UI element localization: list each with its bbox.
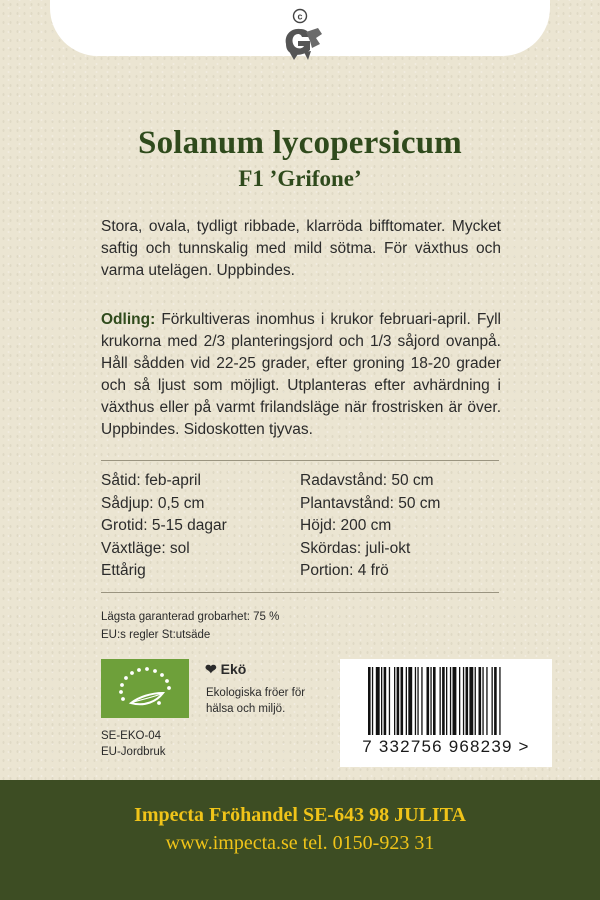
- cultivation-text: Förkultiveras inomhus i krukor februari-april. Fyll krukorna med 2/3 planteringsjord och 1/3 såjord ovanpå. Håll sådden vid 22-25 grader, efter groning 18-20 grader och så ljust som möjligt. Utplanteras efter avhärdning i växthus eller på varmt frilandsläge när frostrisken är över. Uppbindes. Sidoskotten tjyvas.: [101, 311, 501, 438]
- eu-organic-code: [101, 728, 166, 760]
- spec-plant-spacing: Plantavstånd: 50 cm: [300, 494, 441, 512]
- svg-text:c: c: [297, 11, 303, 22]
- spec-sowing-depth: Sådjup: 0,5 cm: [101, 494, 205, 512]
- spec-portion: Portion: 4 frö: [300, 562, 389, 579]
- divider-bottom: [101, 592, 499, 593]
- cultivation-label: Odling:: [101, 311, 156, 328]
- company-address: Impecta Fröhandel SE-643 98 JULITA: [134, 804, 466, 826]
- species-title: Solanum lycopersicum: [138, 125, 462, 161]
- spec-row-spacing: Radavstånd: 50 cm: [300, 472, 434, 489]
- spec-height: Höjd: 200 cm: [300, 517, 392, 534]
- title-block: [0, 124, 600, 194]
- germination-rate: Lägsta garanterad grobarhet: 75 %: [101, 611, 280, 623]
- footer-bar: [0, 780, 600, 900]
- barcode-bars: [340, 659, 552, 737]
- eu-seed-rules: EU:s regler St:utsäde: [101, 629, 211, 641]
- barcode: [340, 659, 552, 767]
- spec-life-cycle: Ettårig: [101, 562, 146, 579]
- eko-label-text: Ekö: [220, 661, 247, 677]
- variety-subtitle: F1 ’Grifone’: [238, 166, 362, 191]
- specs-right-column: [300, 470, 440, 583]
- divider-top: [101, 460, 499, 461]
- specs-left-column: [101, 470, 227, 583]
- spec-growing-position: Växtläge: sol: [101, 539, 190, 557]
- company-contact: www.impecta.se tel. 0150-923 31: [165, 832, 435, 854]
- cultivation-instructions: [101, 309, 501, 441]
- copyright-griffin-logo-icon: [276, 4, 326, 70]
- eko-label: [205, 661, 246, 678]
- eu-organic-leaf-icon: [101, 659, 189, 718]
- variety-description: Stora, ovala, tydligt ribbade, klarröda bifftomater. Mycket saftig och tunnskalig med mild sötma. För växthus och varma utelägen. Uppbindes.: [101, 218, 501, 279]
- eko-description: Ekologiska fröer för hälsa och miljö.: [206, 687, 306, 715]
- barcode-number: 7 332756 968239 >: [362, 737, 530, 756]
- spec-germination-time: Grotid: 5-15 dagar: [101, 517, 227, 534]
- spec-sowing-time: Såtid: feb-april: [101, 472, 201, 489]
- spec-harvest: Skördas: juli-okt: [300, 539, 411, 557]
- organic-control-code: SE-EKO-04: [101, 730, 162, 742]
- organic-origin: EU-Jordbruk: [101, 746, 166, 758]
- heart-icon: ❤: [205, 661, 217, 677]
